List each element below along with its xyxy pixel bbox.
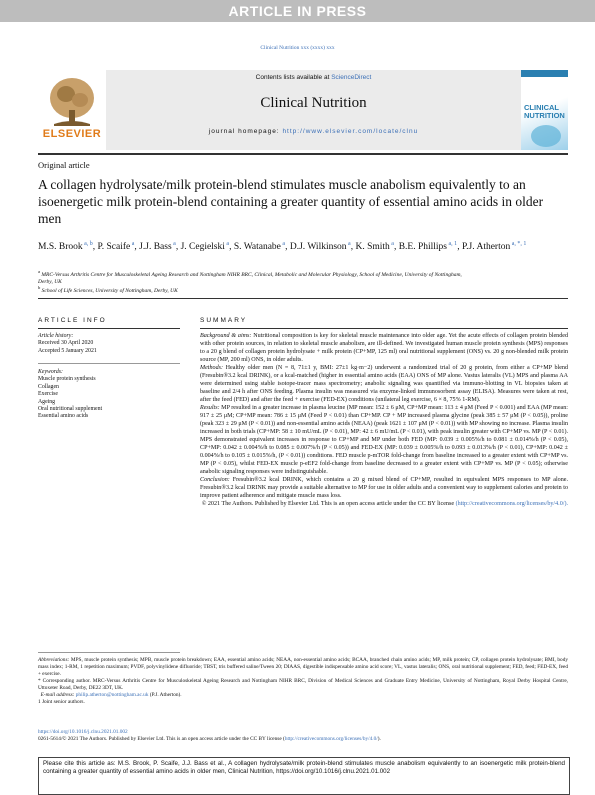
author-affiliation-sup: a, 1 (447, 241, 458, 247)
methods-label: Methods: (200, 365, 224, 371)
received-date: Received 30 April 2020 (38, 340, 94, 347)
accepted-date: Accepted 5 January 2021 (38, 347, 97, 354)
methods-text: Healthy older men (N = 8, 71±1 y, BMI: 27±1 kg·m−2) underwent a randomized trial of 20 g protein, from either a CP+MP blend (Fresubin®3.2 kcal DRINK), or a kcal-matched (higher in essential amino acids (EAA) ONS of MP alone. Vastus lateralis (VL) MPS and plasma AA were determined using stable isotope-tracer mass spectrometry; anabolic signaling was quantified via immuno-blotting in VL biopsies taken at baseline and 2/4 h after ONS feeding. Plasma insulin was measured via enzyme-linked immunosorbent assay (ELISA). Measures were taken at rest, after the feed (FED) and after the feed + exercise (FED-EX) conditions (unilateral leg exercise, 6 × 8, 75% 1-RM). (200, 365, 569, 403)
author-name[interactable]: B.E. Phillips (398, 242, 448, 253)
background-text: Nutritional composition is key for skeletal muscle maintenance into older age. Yet the acute effects of collagen protein blended with other protein sources, in relation to skeletal muscle anabolism, are ill-defined. We investigated human muscle protein synthesis (MPS) responses to a 20 g blend of collagen protein hydrolysate + milk protein (CP+MP, 125 ml) oral nutritional supplement (ONS) vs. 20 g non-blended milk protein source (MP, 200 ml) ONS, in older adults. (200, 333, 568, 363)
abstract-background (200, 332, 568, 364)
conclusion-label: Conclusion: (200, 477, 230, 483)
article-info-rule (38, 328, 180, 329)
cover-graphic (531, 125, 561, 147)
citation-line[interactable]: Clinical Nutrition xxx (xxxx) xxx (260, 45, 335, 51)
keywords-label: Keywords: (38, 369, 63, 375)
abstract-results (200, 404, 568, 476)
article-in-press-banner: ARTICLE IN PRESS (0, 0, 595, 22)
doi-block (38, 729, 568, 743)
article-title: A collagen hydrolysate/milk protein-blend stimulates muscle anabolism equivalently to an isoenergetic milk protein-blend containing a greater quantity of essential amino acids in older men (38, 177, 544, 226)
rights-text: 0261-5614/© 2021 The Authors. Published by Elsevier Ltd. This is an open access article under the CC BY license ( (38, 736, 285, 742)
homepage-url-link[interactable]: http://www.elsevier.com/locate/clnu (282, 128, 419, 135)
keyword-item[interactable]: Collagen (38, 383, 59, 390)
contents-available (106, 74, 521, 81)
please-cite-box: Please cite this article as: M.S. Brook, P. Scaife, J.J. Bass et al., A collagen hydrolysate/milk protein-blend stimulates muscle anabolism equivalently to an isoenergetic milk protein-blend containing a greater quantity of essential amino acids in older men, Clinical Nutrition, https://doi.org/10.1016/j.clnu.2021.01.002 (38, 757, 570, 795)
footnote-rule (38, 652, 180, 653)
author-affiliation-sup: a, *, 1 (510, 241, 527, 247)
rights-license-link[interactable]: http://creativecommons.org/licenses/by/4.0/ (284, 736, 378, 742)
doi-link[interactable]: https://doi.org/10.1016/j.clnu.2021.01.002 (38, 729, 128, 735)
keywords-block (38, 369, 178, 421)
abbreviations-text: MPS, muscle protein synthesis; MPB, muscle protein breakdown; EAA, essential amino acids; NEAA, non-essential amino acids; BCAA, branched chain amino acids; MP, milk protein; CP, collagen protein hydrolysate; BMI, body mass index; 1-RM, 1 repetition maximum; PVDF, polyvinylidene difluoride; TBST, tris buffered saline/Tween 20; DIAAS, digestible indispensable amino acid score; VL, vastus lateralis; ONS, oral nutritional supplement; FED, feed; FED-EX, feed + exercise. (38, 657, 569, 677)
journal-title: Clinical Nutrition (260, 95, 367, 111)
rights-line (38, 736, 568, 743)
email-link[interactable]: philip.atherton@nottingham.ac.uk (75, 692, 149, 698)
author-name[interactable]: S. Watanabe (233, 242, 281, 253)
keyword-item[interactable]: Exercise (38, 391, 58, 398)
author-affiliation-sup: a (346, 241, 351, 247)
journal-homepage (106, 128, 521, 135)
author-name[interactable]: P. Scaife (97, 242, 131, 253)
article-info-heading: ARTICLE INFO (38, 317, 107, 324)
cover-title: CLINICAL NUTRITION (524, 103, 565, 120)
footnotes (38, 657, 568, 706)
author-list: M.S. Brook $^{a, b}$, P. Scaife $^a$, J.J. Bass $^a$, J. Cegielski $^a$, S. Watanabe $^a$, D.J. Wilkinson $^a$, K. Smith $^a$, B.E. Phillips $^{a, 1}$, P.J. Atherton $^{a, *, 1}$ (38, 241, 527, 253)
author-name[interactable]: J. Cegielski (180, 242, 225, 253)
header-rule (38, 153, 568, 155)
affiliation-b-text: School of Life Sciences, University of Nottingham, Derby, UK (41, 287, 178, 294)
corresponding-author: * Corresponding author. MRC-Versus Arthritis Centre for Musculoskeletal Ageing Research and Nottingham NIHR BRC, Division of Medical Sciences and Graduate Entry Medicine, University of Nottingham, Royal Derby Hospital Centre, Uttoxeter Road, Derby, DE22 3DT, UK. (38, 678, 568, 691)
author-affiliation-sup: a (280, 241, 286, 247)
author-name[interactable]: P.J. Atherton (461, 242, 511, 253)
author-name[interactable]: K. Smith (355, 242, 390, 253)
author-affiliation-sup: a (389, 241, 394, 247)
cover-bar (521, 70, 568, 77)
keyword-item[interactable]: Oral nutritional supplement (38, 406, 103, 413)
email-line (38, 692, 568, 699)
affiliation-b (38, 284, 468, 295)
background-label: Background & aims: (200, 333, 252, 339)
abstract-methods (200, 364, 568, 404)
abstract (200, 332, 568, 508)
history-rule (38, 363, 180, 364)
publisher-logo-text: ELSEVIER (42, 128, 102, 140)
affiliation-a-sup: a (38, 269, 41, 274)
author-affiliation-sup: a (171, 241, 176, 247)
email-suffix: (P.J. Atherton). (149, 692, 182, 698)
results-text: MP resulted in a greater increase in plasma leucine (MP mean: 152 ± 6 μM, CP+MP mean: 113 ± 4 μM (Feed P < 0.001) and EAA (MP mean: 917 ± 25 μM; CP+MP mean: 786 ± 15 μM (Feed P < 0.01) than CP+MP. CP + MP increased plasma glycine (peak 385 ± 57 μM (P < 0.05)), proline (peak 323 ± 29 μM (P < 0.01)) and non-essential amino acids (NEAA) (peak 1621 ± 107 μM (P < 0.01)) with MP showing no increase. Plasma insulin increased in both trials (CP+MP: 58 ± 10 mU/mL (P < 0.01), MP: 42 ± 6 mU/mL (P < 0.01), with peak insulin greater with CP+MP vs. MP (P < 0.01). MPS demonstrated equivalent increases in response to CP+MP and MP under both FED (MP: 0.039 ± 0.005%/h to 0.081 ± 0.014%/h (P < 0.05), CP+MP: 0.042 ± 0.004%/h to 0.085 ± 0.007%/h (P < 0.05)) and FED-EX (MP: 0.039 ± 0.005%/h to 0.093 ± 0.013%/h (P < 0.01), CP+MP: 0.042 ± 0.004%/h to 0.105 ± 0.015%/h, (P < 0.01)) conditions. FED muscle p-mTOR fold-change from baseline increased to a greater extent with CP+MP vs. MP (P < 0.05), whilst FED-EX muscle p-eEF2 fold-change from baseline decreased to a greater extent with CP+MP vs. MP (P < 0.05); otherwise anabolic signaling responses were indistinguishable. (200, 405, 568, 475)
summary-rule (200, 328, 568, 329)
conclusion-text: Fresubin®3.2 kcal DRINK, which contains a 20 g mixed blend of CP+MP, resulted in equivalent MPS responses to MP alone. Fresubin®3.2 kcal DRINK may provide a suitable alternative to MP for use in older adults and a convenient way to supplement calories and protein to improve patient adherence and mitigate muscle mass loss. (200, 477, 568, 499)
joint-authors-note: 1 Joint senior authors. (38, 699, 85, 705)
affiliation-b-sup: b (38, 285, 41, 290)
abbreviations (38, 657, 568, 678)
history-label: Article history: (38, 333, 74, 339)
sciencedirect-link[interactable]: ScienceDirect (331, 74, 372, 81)
author-affiliation-sup: a (224, 241, 230, 247)
results-label: Results: (200, 405, 220, 411)
homepage-prefix: journal homepage: (208, 128, 280, 135)
contents-prefix: Contents lists available at (255, 74, 330, 81)
author-name[interactable]: D.J. Wilkinson (289, 242, 347, 253)
keyword-item[interactable]: Essential amino acids (38, 413, 89, 420)
affiliations-rule (38, 298, 568, 299)
author-name[interactable]: M.S. Brook (38, 242, 83, 253)
author-name[interactable]: J.J. Bass (139, 242, 172, 253)
license-statement (200, 500, 568, 508)
journal-cover-image (521, 70, 568, 150)
keyword-item[interactable]: Muscle protein synthesis (38, 376, 96, 383)
abstract-conclusion (200, 476, 568, 500)
license-prefix: © 2021 The Authors. Published by Elsevier Ltd. This is an open access article under the CC BY license (201, 501, 455, 507)
article-history (38, 333, 178, 355)
rights-close: ). (377, 736, 381, 742)
keyword-item[interactable]: Ageing (38, 398, 56, 405)
summary-heading: SUMMARY (200, 317, 248, 324)
affiliation-a-text: MRC-Versus Arthritis Centre for Musculoskeletal Ageing Research and Nottingham NIHR BRC, Clinical, Metabolic and Molecular Physiology, School of Medicine, University of Nottingham, Derby, UK (38, 271, 462, 285)
license-link[interactable]: (http://creativecommons.org/licenses/by/4.0/). (455, 501, 568, 507)
abbreviations-label: Abbreviations: (38, 657, 70, 663)
author-affiliation-sup: a (130, 241, 135, 247)
article-type: Original article (38, 160, 90, 170)
author-affiliation-sup: a, b (82, 241, 93, 247)
email-label: E-mail address: (40, 692, 75, 698)
